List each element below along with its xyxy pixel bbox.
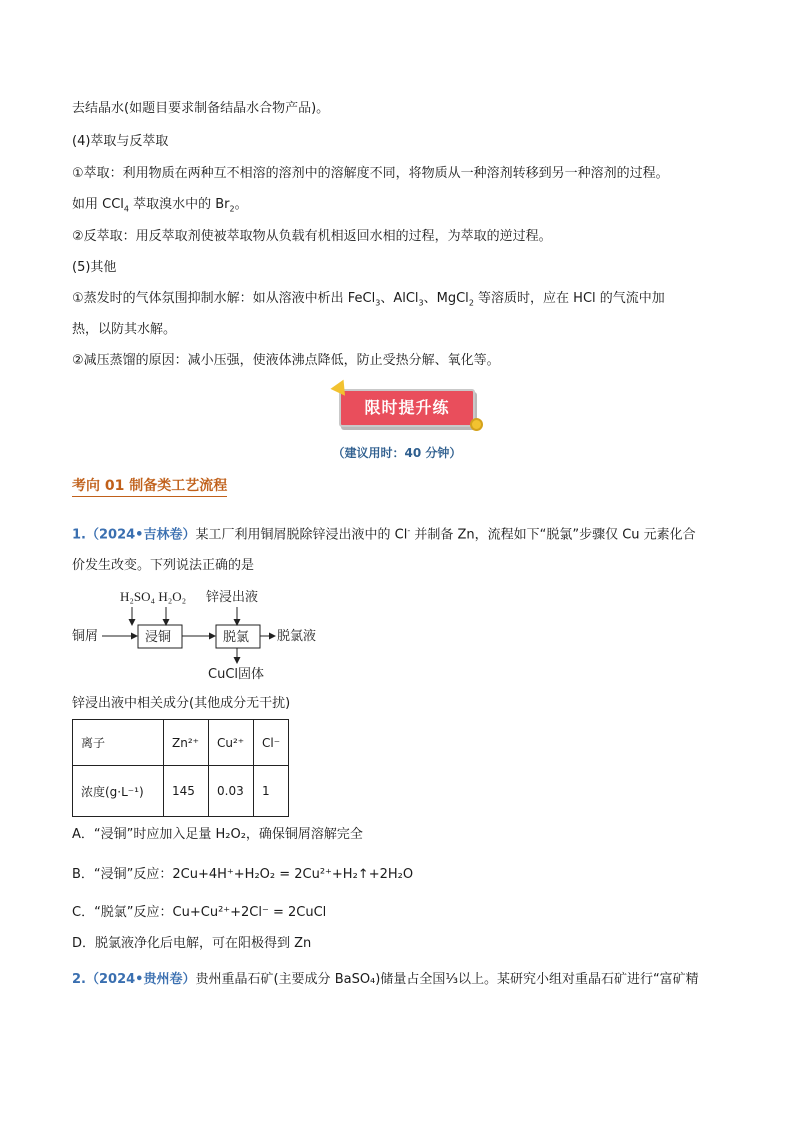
subheading-other: (5)其他 — [72, 260, 117, 275]
reagents-label: H₂SO₄ H₂O₂ — [120, 589, 187, 604]
box-label: 浸铜 — [145, 630, 172, 645]
option-c[interactable]: C．“脱氯”反应：Cu+Cu²⁺+2Cl⁻ = 2CuCl — [72, 905, 327, 920]
subscript: 4 — [123, 204, 129, 214]
option-a[interactable]: A．“浸铜”时应加入足量 H₂O₂，确保铜屑溶解完全 — [72, 827, 363, 842]
text-line: ①萃取：利用物质在两种互不相溶的溶剂中的溶解度不同，将物质从一种溶剂转移到另一种溶剂的过程。 — [72, 166, 669, 181]
text-fragment: ①蒸发时的气体氛围抑制水解：如从溶液中析出 FeCl — [72, 291, 376, 306]
box-label: 脱氯 — [223, 630, 250, 645]
text-fragment: 并制备 Zn，流程如下“脱氯”步骤仅 Cu 元素化合 — [410, 527, 696, 543]
question-1-line-1 — [72, 522, 696, 544]
text-fragment: 、AlCl — [380, 291, 419, 306]
superscript: - — [407, 526, 411, 535]
text-fragment: 如用 CCl — [72, 197, 124, 212]
text-line: ②反萃取：用反萃取剂使被萃取物从负载有机相返回水相的过程，为萃取的逆过程。 — [72, 229, 552, 244]
process-flow-diagram — [72, 585, 352, 685]
text-fragment: 等溶质时，应在 HCl 的气流中加 — [473, 291, 665, 306]
question-2-line-1 — [72, 971, 699, 989]
table-cell: 1 — [254, 766, 289, 817]
text-fragment: 某工厂利用铜屑脱除锌浸出液中的 Cl — [195, 527, 408, 543]
input-label: 铜屑 — [72, 629, 99, 644]
text-fragment: 贵州重晶石矿(主要成分 BaSO₄)储量占全国⅓以上。某研究小组对重晶石矿进行“富矿精 — [195, 972, 699, 987]
table-cell: 145 — [164, 766, 209, 817]
question-1-line-2: 价发生改变。下列说法正确的是 — [72, 558, 255, 573]
output-label: 脱氯液 — [277, 629, 317, 644]
table-cell: Cu²⁺ — [209, 720, 254, 766]
subscript: 2 — [468, 298, 474, 308]
subscript: 3 — [375, 298, 381, 308]
banner-ring-icon — [470, 418, 483, 431]
text-line — [72, 196, 248, 219]
table-caption: 锌浸出液中相关成分(其他成分无干扰) — [72, 696, 291, 711]
text-line: 热，以防其水解。 — [72, 322, 177, 337]
solid-label: CuCl固体 — [208, 667, 265, 682]
banner-label: 限时提升练 — [339, 389, 475, 427]
table-cell: Cl⁻ — [254, 720, 289, 766]
table-cell: 0.03 — [209, 766, 254, 817]
table-cell: Zn²⁺ — [164, 720, 209, 766]
text-fragment: 萃取溴水中的 Br — [129, 197, 230, 212]
question-tag: 1.（2024•吉林卷） — [72, 527, 196, 543]
text-line: 去结晶水(如题目要求制备结晶水合物产品)。 — [72, 101, 330, 116]
subscript: 3 — [418, 298, 424, 308]
ion-table — [72, 719, 289, 817]
text-fragment: 、MgCl — [423, 291, 469, 306]
table-row — [73, 720, 289, 766]
table-cell: 离子 — [73, 720, 164, 766]
text-line: ②减压蒸馏的原因：减小压强，使液体沸点降低，防止受热分解、氧化等。 — [72, 353, 500, 368]
table-cell: 浓度(g·L⁻¹) — [73, 766, 164, 817]
suggested-time: （建议用时：40 分钟） — [332, 446, 462, 460]
section-title: 考向 01 制备类工艺流程 — [72, 475, 227, 497]
option-d[interactable]: D．脱氯液净化后电解，可在阳极得到 Zn — [72, 936, 312, 951]
zinc-liquid-label: 锌浸出液 — [206, 590, 259, 605]
practice-banner — [333, 385, 483, 433]
option-b[interactable]: B．“浸铜”反应：2Cu+4H⁺+H₂O₂ = 2Cu²⁺+H₂↑+2H₂O — [72, 867, 414, 882]
text-fragment: 。 — [234, 197, 248, 212]
subscript: 2 — [229, 204, 235, 214]
table-row — [73, 766, 289, 817]
question-tag: 2.（2024•贵州卷） — [72, 972, 196, 987]
subheading-extraction: (4)萃取与反萃取 — [72, 134, 169, 149]
text-line — [72, 290, 665, 313]
